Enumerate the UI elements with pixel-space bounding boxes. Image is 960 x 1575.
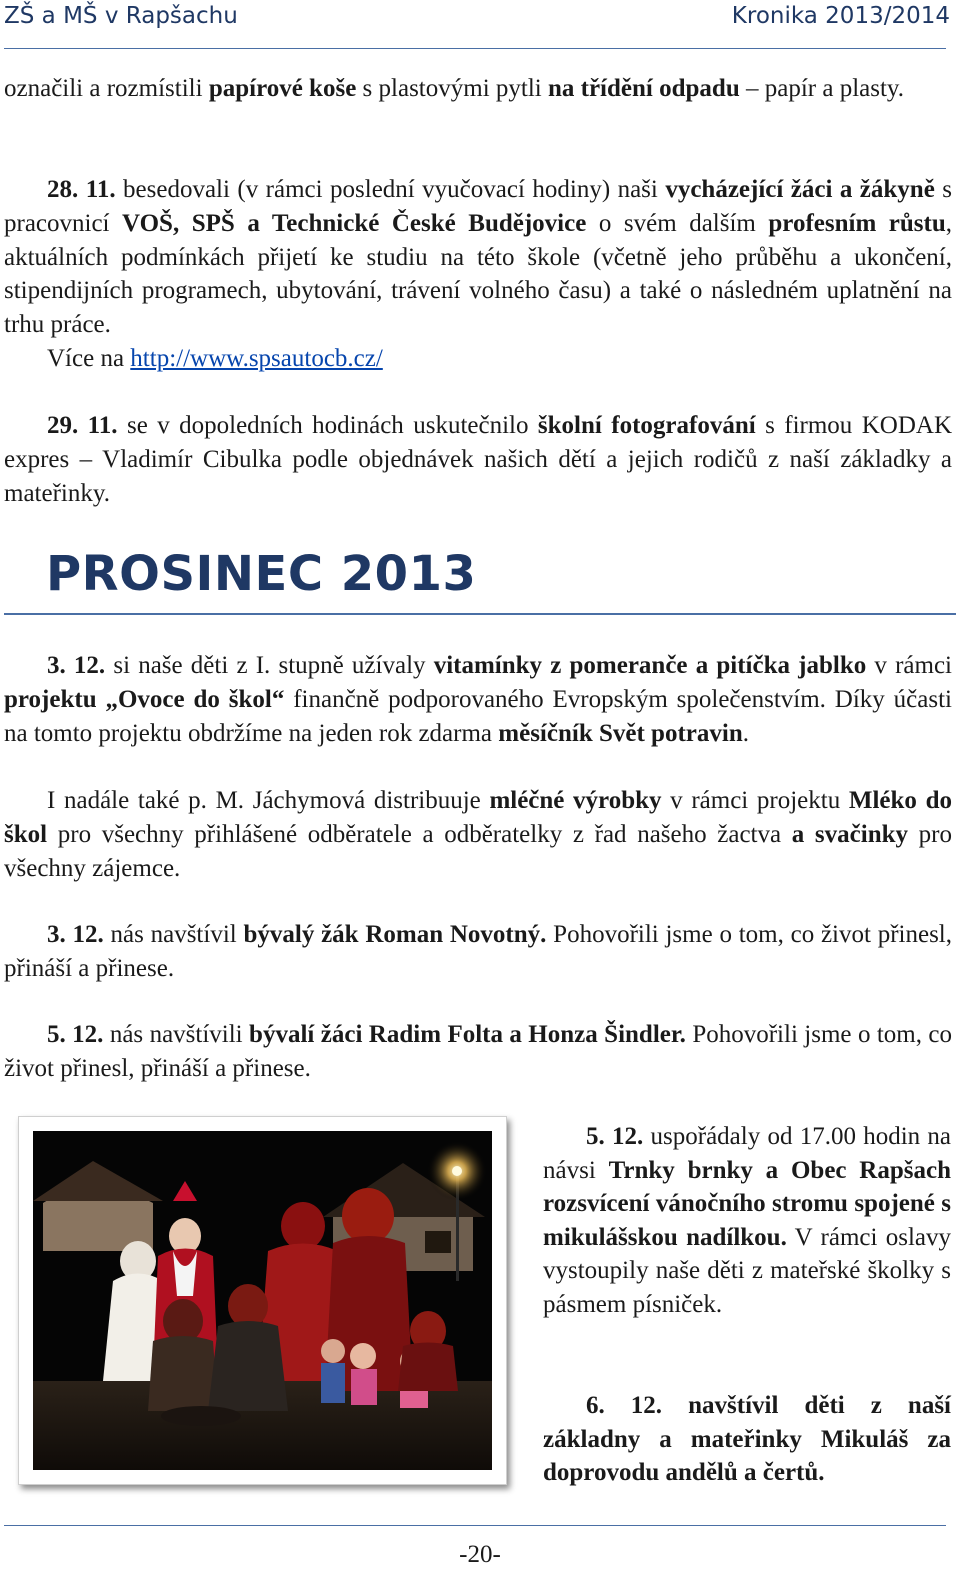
paragraph-tree-lighting: 5. 12. uspořádaly od 17.00 hodin na návsi Trnky brnky a Obec Rapšach rozsvícení vánočního stromu spojené s mikulášskou nadílkou. V rámci oslavy vystoupily naše děti z mateřské školky s pásmem písniček. xyxy=(543,1123,952,1318)
page-number: -20- xyxy=(459,1541,501,1568)
paragraph-career-talk: 28. 11. besedovali (v rámci poslední vyučovací hodiny) naši vycházející žáci a žákyně s pracovnicí VOŠ, SPŠ a Technické České Budějovice o svém dalším profesním růstu, aktuálních podmínkách přijetí ke studiu na této škole (včetně jeho průběhu a ukončení, stipendijních programech, ubytování, trávení volného času) a také o následném uplatnění na trhu práce. xyxy=(4,176,953,339)
header-divider xyxy=(4,48,946,49)
photo-st-nicholas-celebration xyxy=(18,1116,507,1485)
photo-image xyxy=(33,1131,492,1470)
school-website-link[interactable]: http://www.spsautocb.cz/ xyxy=(130,345,383,372)
paragraph-waste-bins: označili a rozmístili papírové koše s plastovými pytli na třídění odpadu – papír a plasty. xyxy=(4,75,905,102)
paragraph-st-nicholas-visit: 6. 12. navštívil děti z naší základny a mateřinky Mikuláš za doprovodu andělů a čertů. xyxy=(543,1392,952,1487)
section-divider xyxy=(4,613,956,615)
paragraph-former-student-visit: 3. 12. nás navštívil bývalý žák Roman Novotný. Pohovořili jsme o tom, co život přinesl, přináší a přinese. xyxy=(4,921,952,982)
paragraph-more-info: Více na http://www.spsautocb.cz/ xyxy=(47,345,383,372)
header-chronicle-title: Kronika 2013/2014 xyxy=(731,3,950,29)
header-school-name: ZŠ a MŠ v Rapšachu xyxy=(4,3,238,29)
section-title-december: PROSINEC 2013 xyxy=(46,546,477,602)
paragraph-former-students-visit: 5. 12. nás navštívili bývalí žáci Radim Folta a Honza Šindler. Pohovořili jsme o tom, co život přinesl, přináší a přinese. xyxy=(4,1021,953,1082)
paragraph-school-photos: 29. 11. se v dopoledních hodinách uskutečnilo školní fotografování s firmou KODAK expres – Vladimír Cibulka podle objednávek našich dětí a jejich rodičů z naší základky a mateřinky. xyxy=(4,412,952,507)
page-header xyxy=(0,0,960,50)
paragraph-fruit-project: 3. 12. si naše děti z I. stupně užívaly vitamínky z pomeranče a pitíčka jablko v rámci projektu „Ovoce do škol“ finančně podporovaného Evropským společenstvím. Díky účasti na tomto projektu obdržíme na jeden rok zdarma měsíčník Svět potravin. xyxy=(4,652,953,747)
footer-divider xyxy=(4,1525,946,1526)
paragraph-milk-project: I nadále také p. M. Jáchymová distribuuje mléčné výrobky v rámci projektu Mléko do škol pro všechny přihlášené odběratele a odběratelky z řad našeho žactva a svačinky pro všechny zájemce. xyxy=(4,787,952,882)
